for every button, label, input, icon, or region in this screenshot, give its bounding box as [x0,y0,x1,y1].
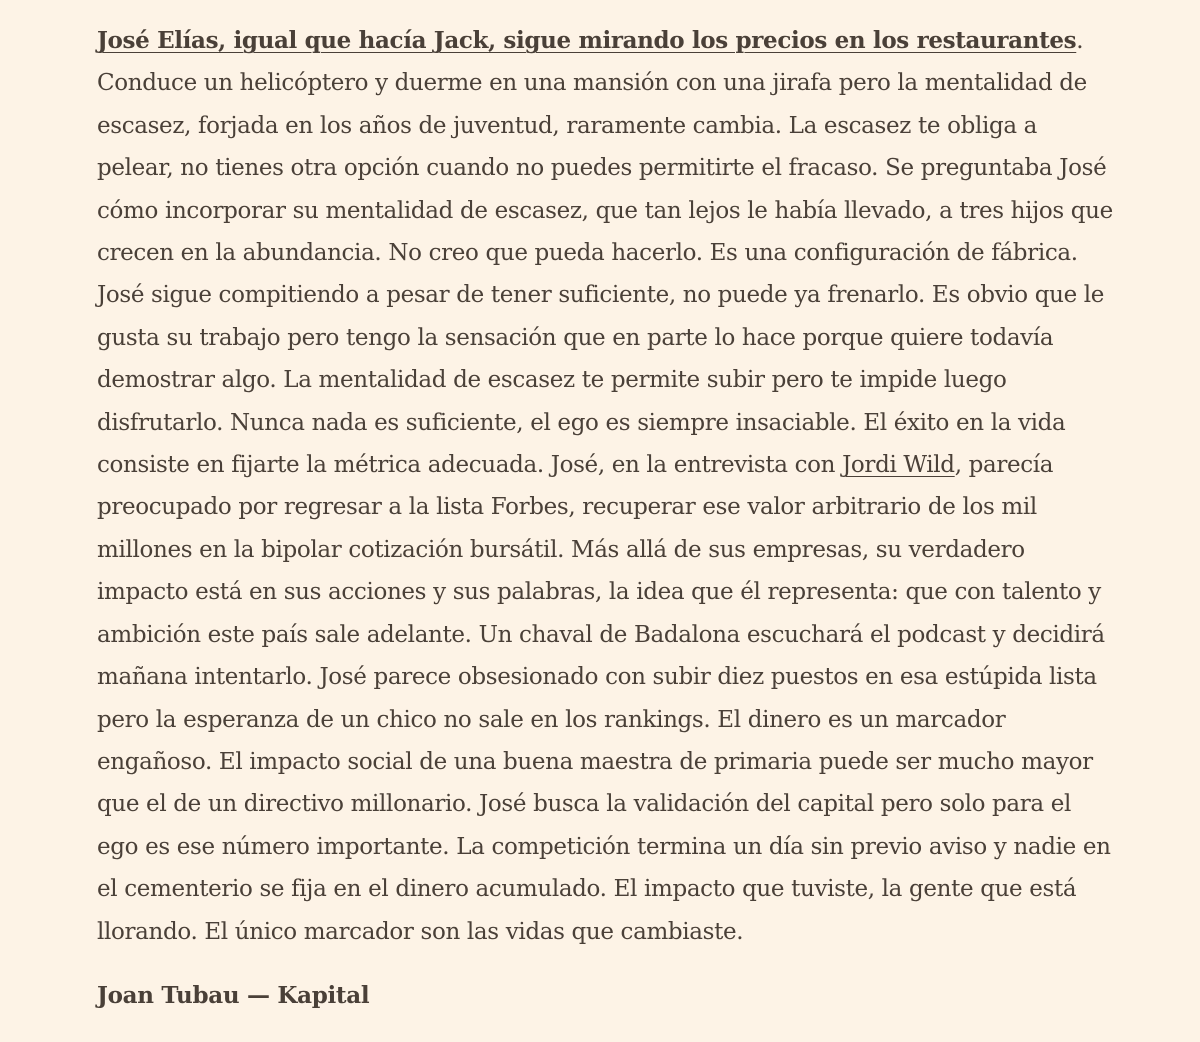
headline-period: . [1076,28,1084,54]
jordi-wild-link[interactable]: Jordi Wild [842,452,955,479]
paragraph-text-part-1: Conduce un helicóptero y duerme en una mansión con una jirafa pero la mentalidad de escasez, forjada en los años de juventud, raramente cambia. La escasez te obliga a pelear, no tienes otra opción cuando no puedes permitirte el fracaso. Se preguntaba José cómo incorporar su mentalidad de escasez, que tan lejos le había llevado, a tres hijos que crecen en la abundancia. No creo que pueda hacerlo. Es una configuración de fábrica. José sigue compitiendo a pesar de tener suficiente, no puede ya frenarlo. Es obvio que le gusta su trabajo pero tengo la sensación que en parte lo hace porque quiere todavía demostrar algo. La mentalidad de escasez te permite subir pero te impide luego disfrutarlo. Nunca nada es suficiente, el ego es siempre insaciable. El éxito en la vida consiste en fijarte la métrica adecuada. José, en la entrevista con [97,70,1113,479]
article-paragraph [97,20,1115,953]
headline-link[interactable]: José Elías, igual que hacía Jack, sigue mirando los precios en los restaurantes [97,27,1077,54]
author-signature: Joan Tubau — Kapital [97,982,370,1009]
paragraph-text-part-2: , parecía preocupado por regresar a la lista Forbes, recuperar ese valor arbitrario de los mil millones en la bipolar cotización bursátil. Más allá de sus empresas, su verdadero impacto está en sus acciones y sus palabras, la idea que él representa: que con talento y ambición este país sale adelante. Un chaval de Badalona escuchará el podcast y decidirá mañana intentarlo. José parece obsesionado con subir diez puestos en esa estúpida lista pero la esperanza de un chico no sale en los rankings. El dinero es un marcador engañoso. El impacto social de una buena maestra de primaria puede ser mucho mayor que el de un directivo millonario. José busca la validación del capital pero solo para el ego es ese número importante. La competición termina un día sin previo aviso y nadie en el cementerio se fija en el dinero acumulado. El impacto que tuviste, la gente que está llorando. El único marcador son las vidas que cambiaste. [97,452,1111,945]
